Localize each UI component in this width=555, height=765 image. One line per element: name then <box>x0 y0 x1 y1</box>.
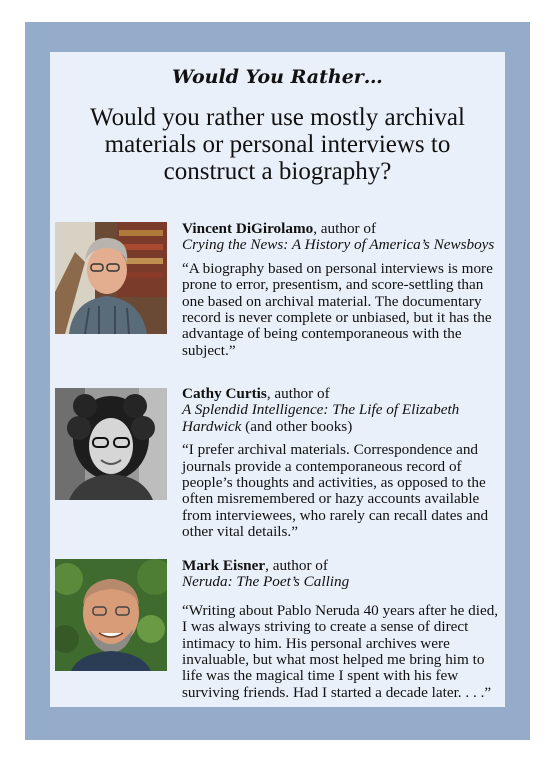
author-quote: “I prefer archival materials. Correspondence and journals provide a contemporaneous record of people’s thoughts and activities, as opposed to the often misremembered or hazy accounts available from interviewees, who rarely can recall dates and other vital details.” <box>182 441 489 541</box>
book-title: A Splendid Intelligence: The Life of Elizabeth Hardwick <box>182 401 460 435</box>
author-name: Mark Eisner <box>182 557 266 574</box>
question-heading: Would you rather use mostly archival materials or personal interviews to construct a biography? <box>90 104 465 185</box>
content-panel <box>50 52 505 707</box>
author-name: Cathy Curtis <box>182 385 267 402</box>
author-photo-eisner <box>55 559 167 671</box>
author-name: Vincent DiGirolamo <box>182 220 314 237</box>
author-quote: “Writing about Pablo Neruda 40 years after he died, I was always striving to create a sense of direct intimacy to him. His personal archives were invaluable, but what most helped me bring him to life was the magical time I spent with his few surviving friends. Had I started a decade later. . . .” <box>182 601 499 701</box>
author-of-label: , author of <box>313 220 377 237</box>
entry-text <box>182 558 502 701</box>
author-of-label: , author of <box>265 557 328 574</box>
book-suffix: (and other books) <box>241 417 353 435</box>
book-title: Crying the News: A History of America’s Newsboys <box>182 236 495 254</box>
author-photo-digirolamo <box>55 222 167 334</box>
author-quote: “A biography based on personal interviews is more prone to error, presentism, and score-settling than one based on archival material. The documentary record is never complete or unbiased, but it has the advantage of being contemporaneous with the subject.” <box>182 259 493 359</box>
author-of-label: , author of <box>266 385 330 402</box>
blue-frame <box>25 22 530 740</box>
kicker-heading: Would You Rather… <box>172 66 383 88</box>
author-photo-curtis <box>55 388 167 500</box>
book-title: Neruda: The Poet’s Calling <box>182 573 350 591</box>
entry-text <box>182 221 502 359</box>
entry-text <box>182 386 502 541</box>
